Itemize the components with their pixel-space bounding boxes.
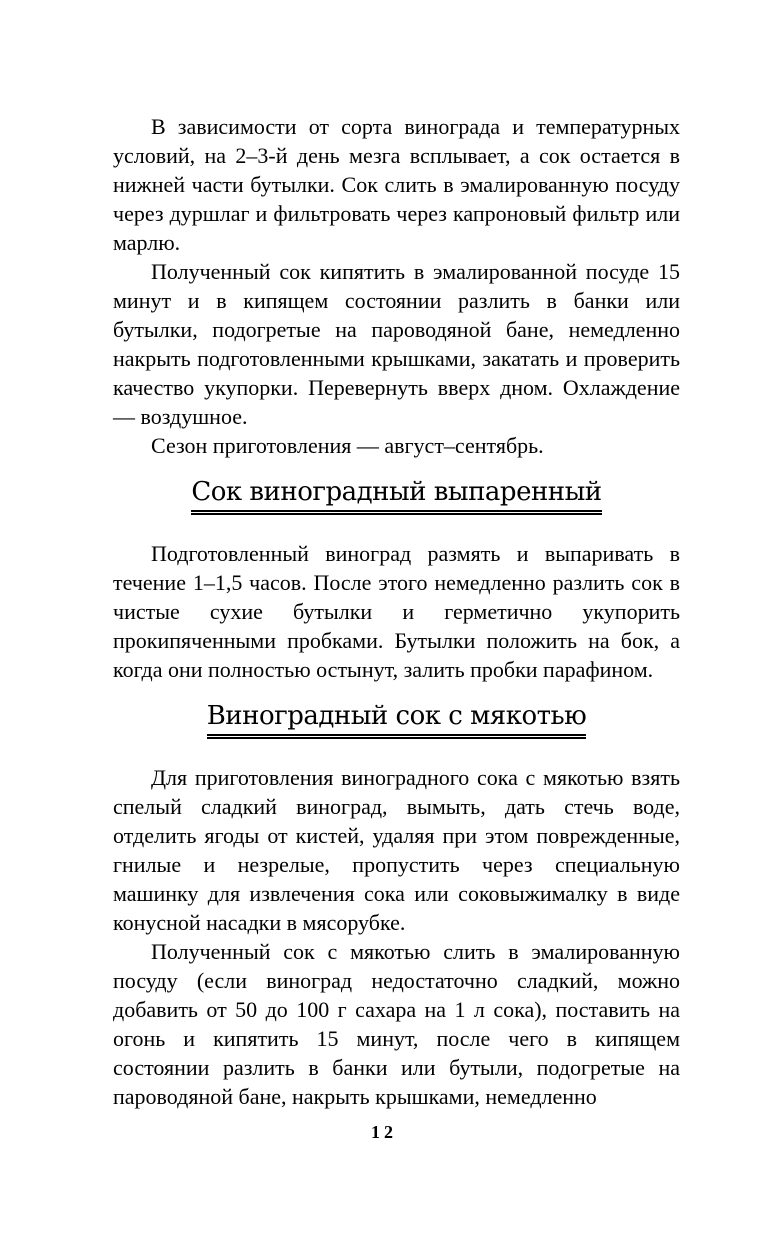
paragraph-pulp-juice-1: Для приготовления виноградного сока с мякотью взять спелый сладкий виноград, вымыть, дать стечь воде, отделить ягоды от кистей, удаляя при этом поврежденные, гнилые и незрелые, пропустить через специальную машинку для извлечения сока или соковыжималку в виде конусной насадки в мясорубке. [113, 765, 680, 935]
section-heading-grape-juice-with-pulp [113, 700, 680, 739]
page-number: 12 [371, 1122, 397, 1142]
paragraph-season: Сезон приготовления — август–сентябрь. [151, 433, 544, 458]
page-content [113, 112, 680, 1111]
paragraph-intro-2: Полученный сок кипятить в эмалированной посуде 15 минут и в кипящем состоянии разлить в банки или бутылки, подогретые на пароводяной бане, немедленно накрыть подготовленными крышками, закатать и проверить качество укупорки. Перевернуть вверх дном. Охлаждение — воздушное. [113, 259, 680, 429]
section-heading-text: Сок виноградный выпаренный [191, 476, 601, 515]
paragraph-pulp-juice-2: Полученный сок с мякотью слить в эмалированную посуду (если виноград недостаточно сладкий, можно добавить от 50 до 100 г сахара на 1 л сока), поставить на огонь и кипятить 15 минут, после чего в кипящем состоянии разлить в банки или бутыли, подогретые на пароводяной бане, накрыть крышками, немедленно [113, 939, 680, 1109]
section-heading-evaporated-grape-juice [113, 476, 680, 515]
section-heading-text: Виноградный сок с мякотью [207, 700, 587, 739]
paragraph-intro-1: В зависимости от сорта винограда и температурных условий, на 2–3-й день мезга всплывает, а сок остается в нижней части бутылки. Сок слить в эмалированную посуду через дуршлаг и фильтровать через капроновый фильтр или марлю. [113, 114, 680, 255]
paragraph-evaporated-juice: Подготовленный виноград размять и выпаривать в течение 1–1,5 часов. После этого немедленно разлить сок в чистые сухие бутылки и герметично укупорить прокипяченными пробками. Бутылки положить на бок, а когда они полностью остынут, залить пробки парафином. [113, 541, 680, 682]
